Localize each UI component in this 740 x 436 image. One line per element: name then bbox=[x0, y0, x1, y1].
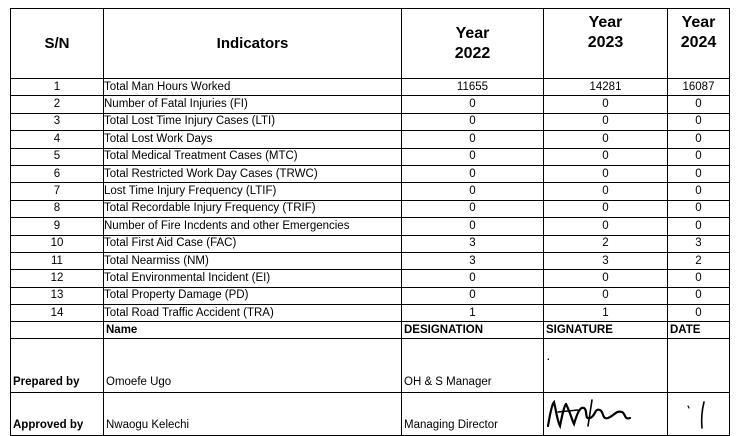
value-2022-cell: 0 bbox=[402, 270, 544, 287]
value-2024-cell: 0 bbox=[668, 270, 730, 287]
value-2023-cell: 0 bbox=[544, 165, 668, 182]
year-label: Year bbox=[588, 14, 623, 31]
indicator-cell: Number of Fire Incdents and other Emergencies bbox=[104, 218, 402, 235]
approved-by-row bbox=[11, 393, 730, 436]
value-2024-cell: 0 bbox=[668, 287, 730, 304]
sn-cell: 2 bbox=[11, 96, 104, 113]
table-row bbox=[11, 200, 730, 217]
sn-cell: 1 bbox=[11, 79, 104, 96]
value-2024-cell: 0 bbox=[668, 183, 730, 200]
sn-cell: 6 bbox=[11, 165, 104, 182]
value-2023-cell: 14281 bbox=[544, 79, 668, 96]
prepared-by-name: Omoefe Ugo bbox=[104, 339, 402, 393]
approved-by-label: Approved by bbox=[11, 393, 104, 436]
indicator-cell: Total Environmental Incident (EI) bbox=[104, 270, 402, 287]
value-2022-cell: 0 bbox=[402, 218, 544, 235]
value-2023-cell: 0 bbox=[544, 148, 668, 165]
indicator-cell: Total Medical Treatment Cases (MTC) bbox=[104, 148, 402, 165]
sn-cell: 14 bbox=[11, 305, 104, 322]
value-2024-cell: 0 bbox=[668, 131, 730, 148]
table-row bbox=[11, 79, 730, 96]
table-row bbox=[11, 131, 730, 148]
value-2022-cell: 0 bbox=[402, 96, 544, 113]
indicator-cell: Total Recordable Injury Frequency (TRIF) bbox=[104, 200, 402, 217]
value-2022-cell: 1 bbox=[402, 305, 544, 322]
value-2023-cell: 0 bbox=[544, 200, 668, 217]
sn-cell: 10 bbox=[11, 235, 104, 252]
signoff-header-row bbox=[11, 322, 730, 339]
year-value: 2024 bbox=[680, 34, 717, 51]
sn-cell: 4 bbox=[11, 131, 104, 148]
value-2024-cell: 0 bbox=[668, 148, 730, 165]
sn-cell: 9 bbox=[11, 218, 104, 235]
year-2023-header bbox=[544, 9, 668, 79]
indicator-cell: Total Property Damage (PD) bbox=[104, 287, 402, 304]
value-2023-cell: 0 bbox=[544, 131, 668, 148]
table-row bbox=[11, 235, 730, 252]
prepared-by-label: Prepared by bbox=[11, 339, 104, 393]
date-header: DATE bbox=[668, 322, 730, 339]
designation-header: DESIGNATION bbox=[402, 322, 544, 339]
prepared-by-date bbox=[668, 339, 730, 393]
year-value: 2023 bbox=[587, 34, 624, 51]
value-2024-cell: 0 bbox=[668, 96, 730, 113]
table-row bbox=[11, 165, 730, 182]
value-2022-cell: 0 bbox=[402, 131, 544, 148]
signature-header: SIGNATURE bbox=[544, 322, 668, 339]
table-row bbox=[11, 252, 730, 269]
sn-cell: 7 bbox=[11, 183, 104, 200]
value-2024-cell: 3 bbox=[668, 235, 730, 252]
prepared-by-row bbox=[11, 339, 730, 393]
value-2023-cell: 0 bbox=[544, 218, 668, 235]
value-2023-cell: 2 bbox=[544, 235, 668, 252]
value-2024-cell: 16087 bbox=[668, 79, 730, 96]
table-row bbox=[11, 305, 730, 322]
hse-statistics-table bbox=[10, 8, 730, 436]
value-2022-cell: 11655 bbox=[402, 79, 544, 96]
value-2024-cell: 0 bbox=[668, 113, 730, 130]
value-2024-cell: 0 bbox=[668, 165, 730, 182]
sn-cell: 13 bbox=[11, 287, 104, 304]
indicator-cell: Total Restricted Work Day Cases (TRWC) bbox=[104, 165, 402, 182]
value-2024-cell: 0 bbox=[668, 200, 730, 217]
header-row bbox=[11, 9, 730, 79]
table-row bbox=[11, 183, 730, 200]
value-2022-cell: 3 bbox=[402, 252, 544, 269]
year-2024-header bbox=[668, 9, 730, 79]
approved-by-signature bbox=[544, 393, 668, 436]
table-row bbox=[11, 287, 730, 304]
value-2022-cell: 0 bbox=[402, 165, 544, 182]
approved-by-name: Nwaogu Kelechi bbox=[104, 393, 402, 436]
prepared-by-signature bbox=[544, 339, 668, 393]
value-2023-cell: 0 bbox=[544, 113, 668, 130]
indicator-cell: Total First Aid Case (FAC) bbox=[104, 235, 402, 252]
signature-dot-mark: · bbox=[546, 350, 551, 367]
value-2022-cell: 0 bbox=[402, 200, 544, 217]
indicator-cell: Total Man Hours Worked bbox=[104, 79, 402, 96]
indicator-cell: Lost Time Injury Frequency (LTIF) bbox=[104, 183, 402, 200]
indicator-cell: Total Lost Time Injury Cases (LTI) bbox=[104, 113, 402, 130]
value-2023-cell: 3 bbox=[544, 252, 668, 269]
value-2023-cell: 0 bbox=[544, 96, 668, 113]
value-2023-cell: 0 bbox=[544, 183, 668, 200]
sn-cell: 12 bbox=[11, 270, 104, 287]
value-2024-cell: 2 bbox=[668, 252, 730, 269]
year-label: Year bbox=[681, 14, 716, 31]
value-2024-cell: 0 bbox=[668, 218, 730, 235]
sn-cell: 11 bbox=[11, 252, 104, 269]
indicator-cell: Total Road Traffic Accident (TRA) bbox=[104, 305, 402, 322]
value-2024-cell: 0 bbox=[668, 305, 730, 322]
table-row bbox=[11, 148, 730, 165]
signoff-blank-cell bbox=[11, 322, 104, 339]
name-header: Name bbox=[104, 322, 402, 339]
year-label: Year bbox=[455, 24, 490, 42]
indicators-header: Indicators bbox=[104, 9, 402, 79]
year-value: 2022 bbox=[454, 44, 491, 62]
sn-cell: 5 bbox=[11, 148, 104, 165]
value-2023-cell: 0 bbox=[544, 287, 668, 304]
approved-by-date bbox=[668, 393, 730, 436]
value-2022-cell: 0 bbox=[402, 287, 544, 304]
value-2022-cell: 3 bbox=[402, 235, 544, 252]
table-row bbox=[11, 270, 730, 287]
table-row bbox=[11, 113, 730, 130]
handwritten-signature bbox=[544, 396, 666, 432]
approved-by-designation: Managing Director bbox=[402, 393, 544, 436]
sn-header: S/N bbox=[11, 9, 104, 79]
year-2022-header bbox=[402, 9, 544, 79]
table-row bbox=[11, 96, 730, 113]
date-handwritten-mark bbox=[668, 396, 728, 432]
indicator-cell: Total Nearmiss (NM) bbox=[104, 252, 402, 269]
table-row bbox=[11, 218, 730, 235]
value-2023-cell: 1 bbox=[544, 305, 668, 322]
sn-cell: 3 bbox=[11, 113, 104, 130]
value-2022-cell: 0 bbox=[402, 148, 544, 165]
hse-statistics-document bbox=[10, 8, 729, 432]
prepared-by-designation: OH & S Manager bbox=[402, 339, 544, 393]
indicator-cell: Number of Fatal Injuries (FI) bbox=[104, 96, 402, 113]
value-2023-cell: 0 bbox=[544, 270, 668, 287]
indicator-cell: Total Lost Work Days bbox=[104, 131, 402, 148]
value-2022-cell: 0 bbox=[402, 113, 544, 130]
value-2022-cell: 0 bbox=[402, 183, 544, 200]
sn-cell: 8 bbox=[11, 200, 104, 217]
